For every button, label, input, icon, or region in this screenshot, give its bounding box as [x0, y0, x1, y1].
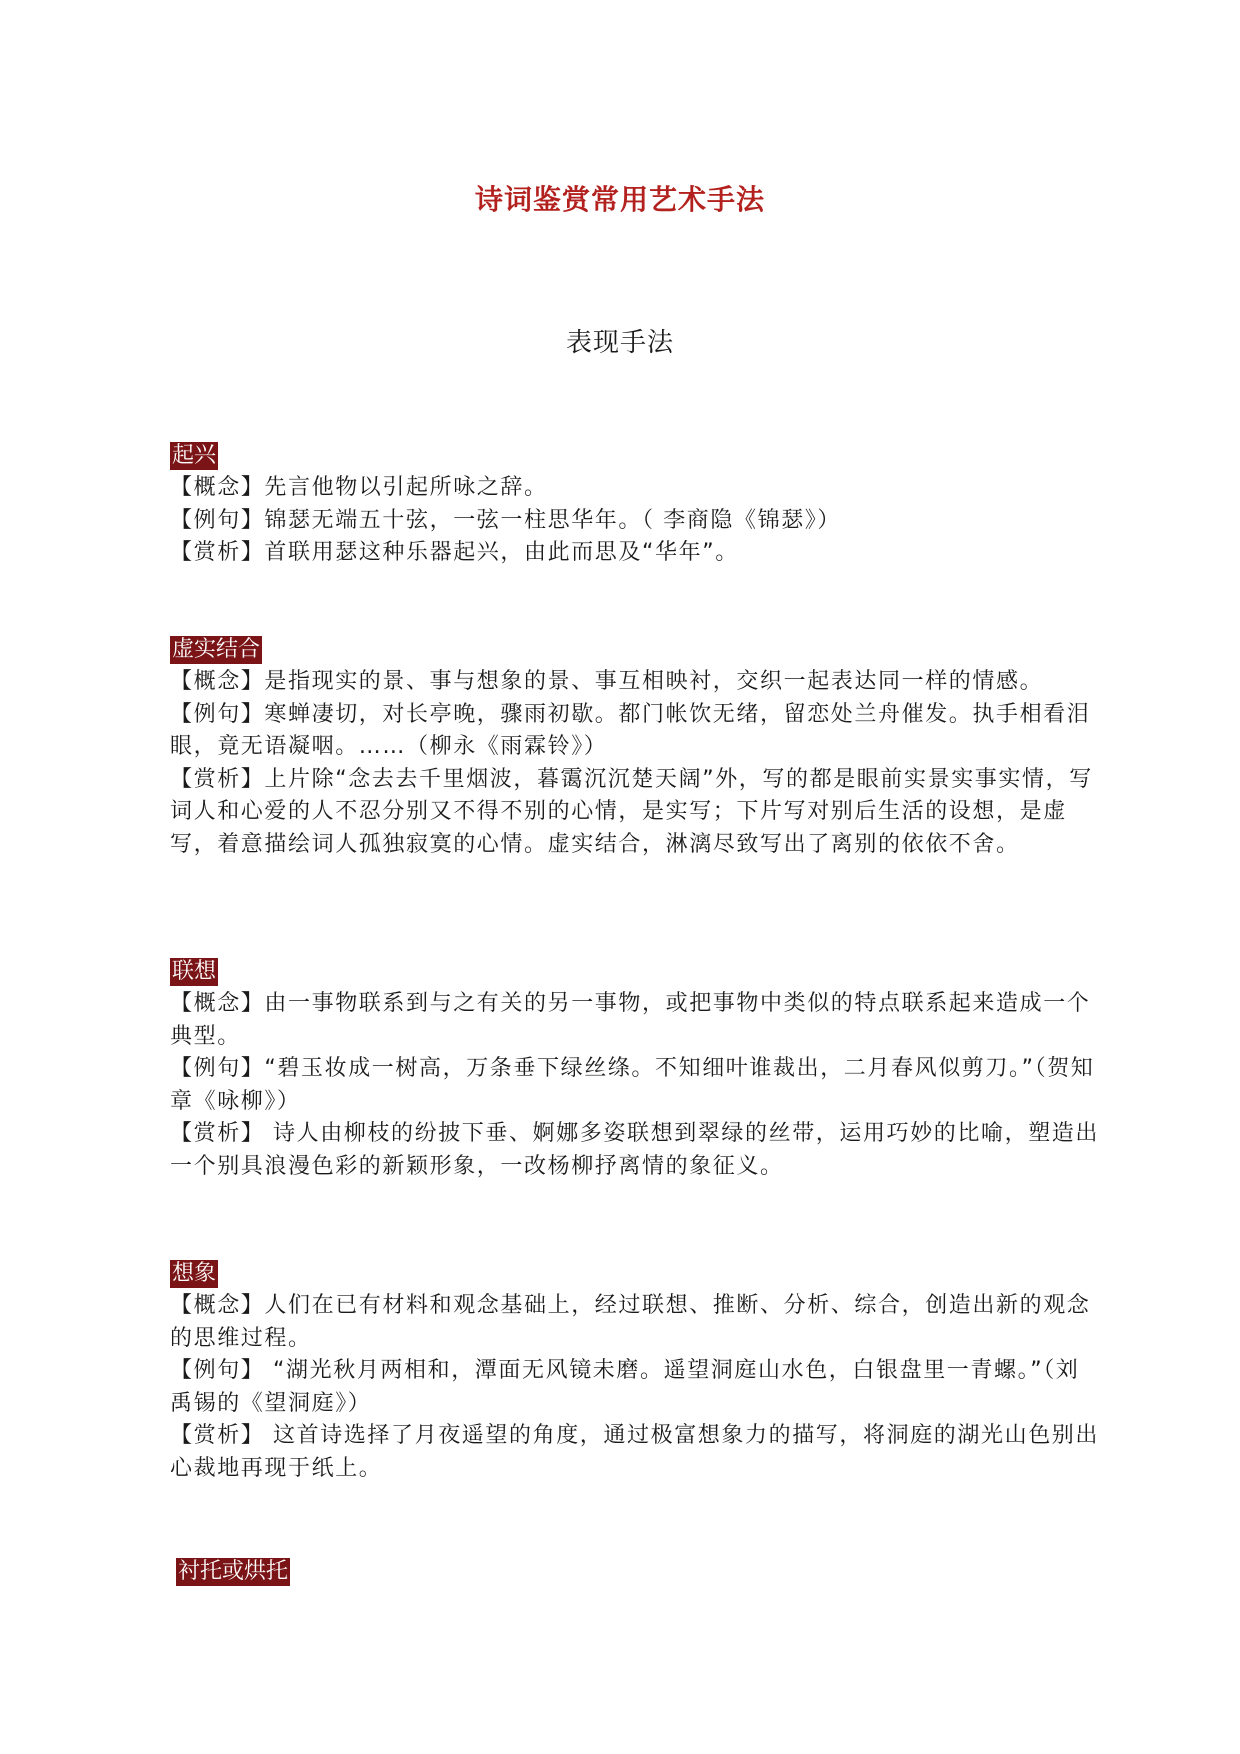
section-tag: 虚实结合 — [172, 637, 261, 662]
section-tag: 想象 — [172, 1261, 217, 1286]
example-text: 【例句】锦瑟无端五十弦，一弦一柱思华年。（ 李商隐《锦瑟》） — [170, 507, 841, 533]
section-xiangxiang — [170, 1260, 1100, 1485]
section-heading: 表现手法 — [565, 328, 674, 358]
document-title: 诗词鉴赏常用艺术手法 — [474, 183, 765, 216]
section-chentuo — [176, 1558, 1106, 1588]
example-text: 【例句】“碧玉妆成一树高，万条垂下绿丝绦。不知细叶谁裁出，二月春风似剪刀。”（贺知章《咏柳》） — [170, 1056, 1095, 1114]
analysis-text: 【赏析】 这首诗选择了月夜遥望的角度，通过极富想象力的描写，将洞庭的湖光山色别出心裁地再现于纸上。 — [170, 1423, 1099, 1481]
concept-text: 【概念】先言他物以引起所咏之辞。 — [170, 475, 548, 500]
analysis-text: 【赏析】 诗人由柳枝的纷披下垂、婀娜多姿联想到翠绿的丝带，运用巧妙的比喻，塑造出一个别具浪漫色彩的新颖形象，一改杨柳抒离情的象征义。 — [170, 1121, 1099, 1179]
section-xushi — [170, 636, 1100, 861]
section-tag: 联想 — [172, 959, 217, 984]
analysis-text: 【赏析】上片除“念去去千里烟波，暮霭沉沉楚天阔”外，写的都是眼前实景实事实情，写词人和心爱的人不忍分别又不得不别的心情，是实写；下片写对别后生活的设想，是虚写，着意描绘词人孤独寂寞的心情。虚实结合，淋漓尽致写出了离别的依依不舍。 — [170, 766, 1093, 857]
concept-text: 【概念】是指现实的景、事与想象的景、事互相映衬，交织一起表达同一样的情感。 — [170, 669, 1044, 694]
section-tag: 衬托或烘托 — [178, 1559, 289, 1584]
example-text: 【例句】 “湖光秋月两相和，潭面无风镜未磨。遥望洞庭山水色，白银盘里一青螺。”（刘禹锡的《望洞庭》） — [170, 1358, 1080, 1416]
section-tag: 起兴 — [172, 443, 217, 468]
concept-text: 【概念】人们在已有材料和观念基础上，经过联想、推断、分析、综合，创造出新的观念的思维过程。 — [170, 1293, 1091, 1351]
section-qixing — [170, 442, 1100, 570]
example-text: 【例句】寒蝉凄切，对长亭晚，骤雨初歇。都门帐饮无绪，留恋处兰舟催发。执手相看泪眼，竟无语凝咽。……（柳永《雨霖铃》） — [170, 701, 1091, 759]
analysis-text: 【赏析】首联用瑟这种乐器起兴，由此而思及“华年”。 — [170, 540, 739, 565]
concept-text: 【概念】由一事物联系到与之有关的另一事物，或把事物中类似的特点联系起来造成一个典型。 — [170, 991, 1091, 1049]
section-lianxiang — [170, 958, 1100, 1183]
